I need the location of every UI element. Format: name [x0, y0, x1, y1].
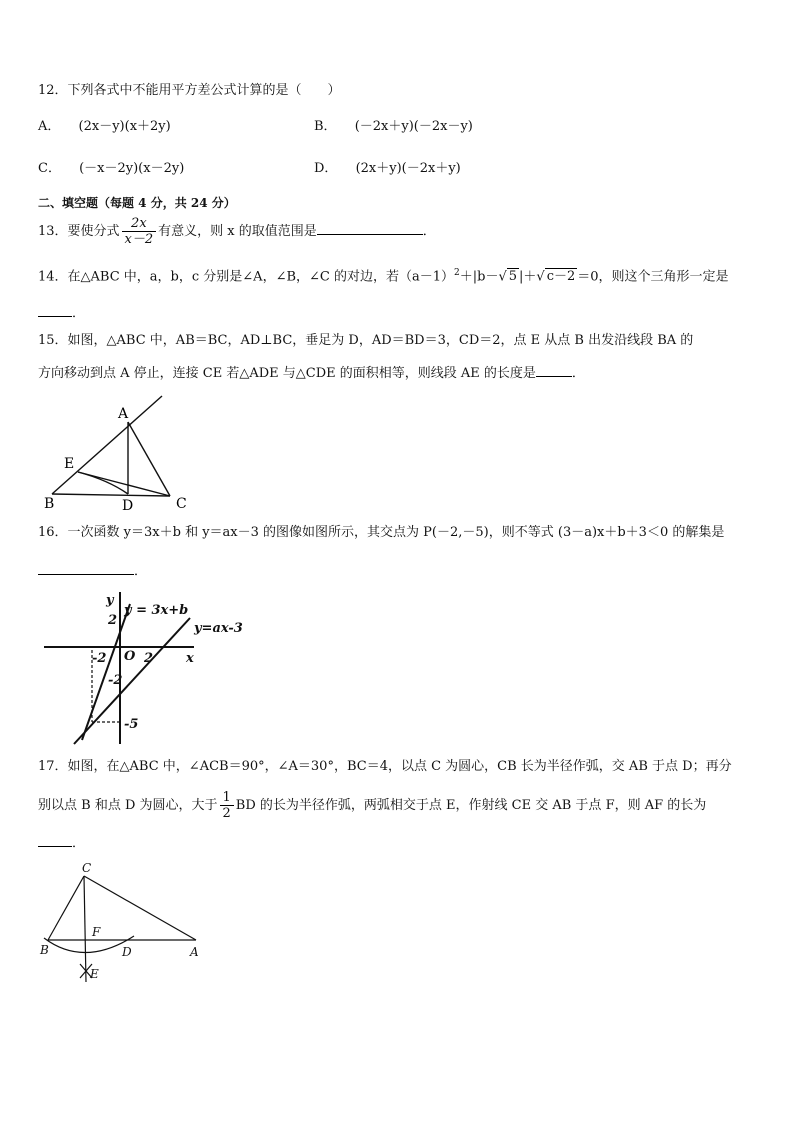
- fraction-denominator: 2: [222, 806, 231, 821]
- section-title: 二、填空题（每题 4 分，共 24 分）: [38, 196, 236, 210]
- option-expr: (－2x＋y)(－2x－y): [354, 119, 473, 134]
- q16-end: ．: [134, 564, 148, 579]
- label-b: B: [40, 943, 49, 957]
- option-expr: (2x－y)(x＋2y): [78, 119, 171, 134]
- q14-sqrt-5: 5: [508, 269, 518, 285]
- q14-end: ．: [72, 306, 86, 321]
- q14: 14．在△ABC 中，a，b，c 分别是∠A，∠B，∠C 的对边，若$(a-1)^2+|b-√$ 5 |＋√ c－2 ＝0，则这个三角形一定是: [38, 268, 729, 285]
- line2-label: y=ax-3: [194, 621, 243, 636]
- q17-line2: [38, 788, 706, 824]
- q12-option-d[interactable]: [314, 160, 461, 178]
- tick-y-neg5: -5: [124, 717, 139, 732]
- q17-line1: 17．如图，在△ABC 中，∠ACB＝90°，∠A＝30°，BC＝4，以点 C 为圆心，CB 长为半径作弧，交 AB 于点 D；再分: [38, 759, 732, 774]
- answer-blank[interactable]: [38, 834, 72, 847]
- fraction-numerator: 1: [220, 790, 234, 806]
- q12-option-a[interactable]: [38, 118, 171, 136]
- q12-option-b[interactable]: [314, 118, 473, 136]
- q17-figure: [34, 860, 214, 990]
- option-expr: (2x＋y)(－2x＋y): [355, 161, 461, 176]
- label-c: C: [82, 861, 92, 875]
- label-e: E: [64, 456, 75, 472]
- label-c: C: [176, 496, 187, 512]
- q17-line2b: BD 的长为半径作弧，两弧相交于点 E，作射线 CE 交 AB 于点 F，则 AF 的长为: [235, 798, 707, 813]
- q17-fraction: [220, 790, 234, 821]
- option-letter: C．: [38, 161, 61, 176]
- arc-center-c: [44, 936, 134, 953]
- option-letter: A．: [38, 119, 61, 134]
- q14-exponent: 2: [454, 268, 460, 278]
- option-letter: B．: [314, 119, 337, 134]
- label-b: B: [44, 496, 55, 512]
- option-expr: (－x－2y)(x－2y): [79, 161, 185, 176]
- q14-answer-line: [38, 304, 85, 323]
- fraction-numerator: 2x: [122, 216, 157, 232]
- y-axis-label: y: [106, 593, 114, 608]
- segment-ca: [84, 876, 196, 940]
- answer-blank[interactable]: [38, 304, 72, 317]
- origin-label: O: [124, 649, 136, 664]
- answer-blank[interactable]: [536, 364, 572, 377]
- label-a: A: [118, 406, 129, 422]
- q15-line2-text: 方向移动到点 A 停止，连接 CE 若△ADE 与△CDE 的面积相等，则线段 AE 的长度是: [38, 366, 536, 381]
- q13-fraction: [122, 216, 157, 247]
- answer-blank[interactable]: [38, 562, 134, 575]
- q17-end: ．: [72, 836, 86, 851]
- label-d: D: [122, 498, 134, 514]
- q13-prefix: 13．要使分式: [38, 224, 120, 239]
- q17-line2a: 别以点 B 和点 D 为圆心，大于: [38, 798, 218, 813]
- q15-line2: [38, 364, 585, 383]
- segment-ac: [128, 422, 170, 496]
- segment-bc: [52, 494, 170, 496]
- label-e: E: [90, 967, 99, 981]
- tick-x-neg2: -2: [92, 651, 107, 666]
- option-letter: D．: [314, 161, 338, 176]
- q14-part4: ＝0，则这个三角形一定是: [577, 269, 729, 285]
- q13: [38, 214, 436, 250]
- fraction-denominator: x－2: [124, 232, 154, 247]
- q14-part3: |＋: [519, 269, 537, 285]
- q12-stem: 12．下列各式中不能用平方差公式计算的是（ ）: [38, 83, 341, 98]
- q13-suffix: 有意义，则 x 的取值范围是: [158, 224, 317, 239]
- label-d: D: [122, 945, 132, 959]
- answer-blank[interactable]: [317, 222, 423, 235]
- q16-line1: 16．一次函数 y＝3x＋b 和 y＝ax－3 的图像如图所示，其交点为 P(－2,－5)，则不等式 (3－a)x＋b＋3＜0 的解集是: [38, 525, 725, 540]
- q15-line1: 15．如图，△ABC 中，AB＝BC，AD⊥BC，垂足为 D，AD＝BD＝3，CD＝2，点 E 从点 B 出发沿线段 BA 的: [38, 333, 694, 348]
- q16-answer-line: [38, 562, 147, 581]
- q14-sqrt-c-2: c－2: [546, 269, 576, 285]
- line1-label: y = 3x+b: [124, 603, 189, 618]
- tick-y-neg2: -2: [108, 673, 123, 688]
- q15-end: ．: [571, 366, 585, 381]
- q14-part1: 14．在△ABC 中，a，b，c 分别是∠A，∠B，∠C 的对边，若（a－1）: [38, 269, 455, 285]
- label-f: F: [92, 925, 101, 939]
- segment-cb: [48, 876, 84, 940]
- line-y-3x-b: [82, 604, 130, 740]
- q15-figure: [38, 390, 198, 514]
- tick-x-2: 2: [144, 651, 154, 666]
- q14-part2: ＋|b－: [459, 269, 499, 285]
- q16-figure: [44, 590, 254, 750]
- q13-end: ．: [422, 224, 436, 239]
- ray-ce: [84, 876, 86, 982]
- label-a: A: [190, 945, 199, 959]
- x-axis-label: x: [186, 651, 194, 666]
- q12-option-c[interactable]: [38, 160, 184, 178]
- tick-y-2: 2: [108, 613, 118, 628]
- q17-answer-line: [38, 834, 85, 853]
